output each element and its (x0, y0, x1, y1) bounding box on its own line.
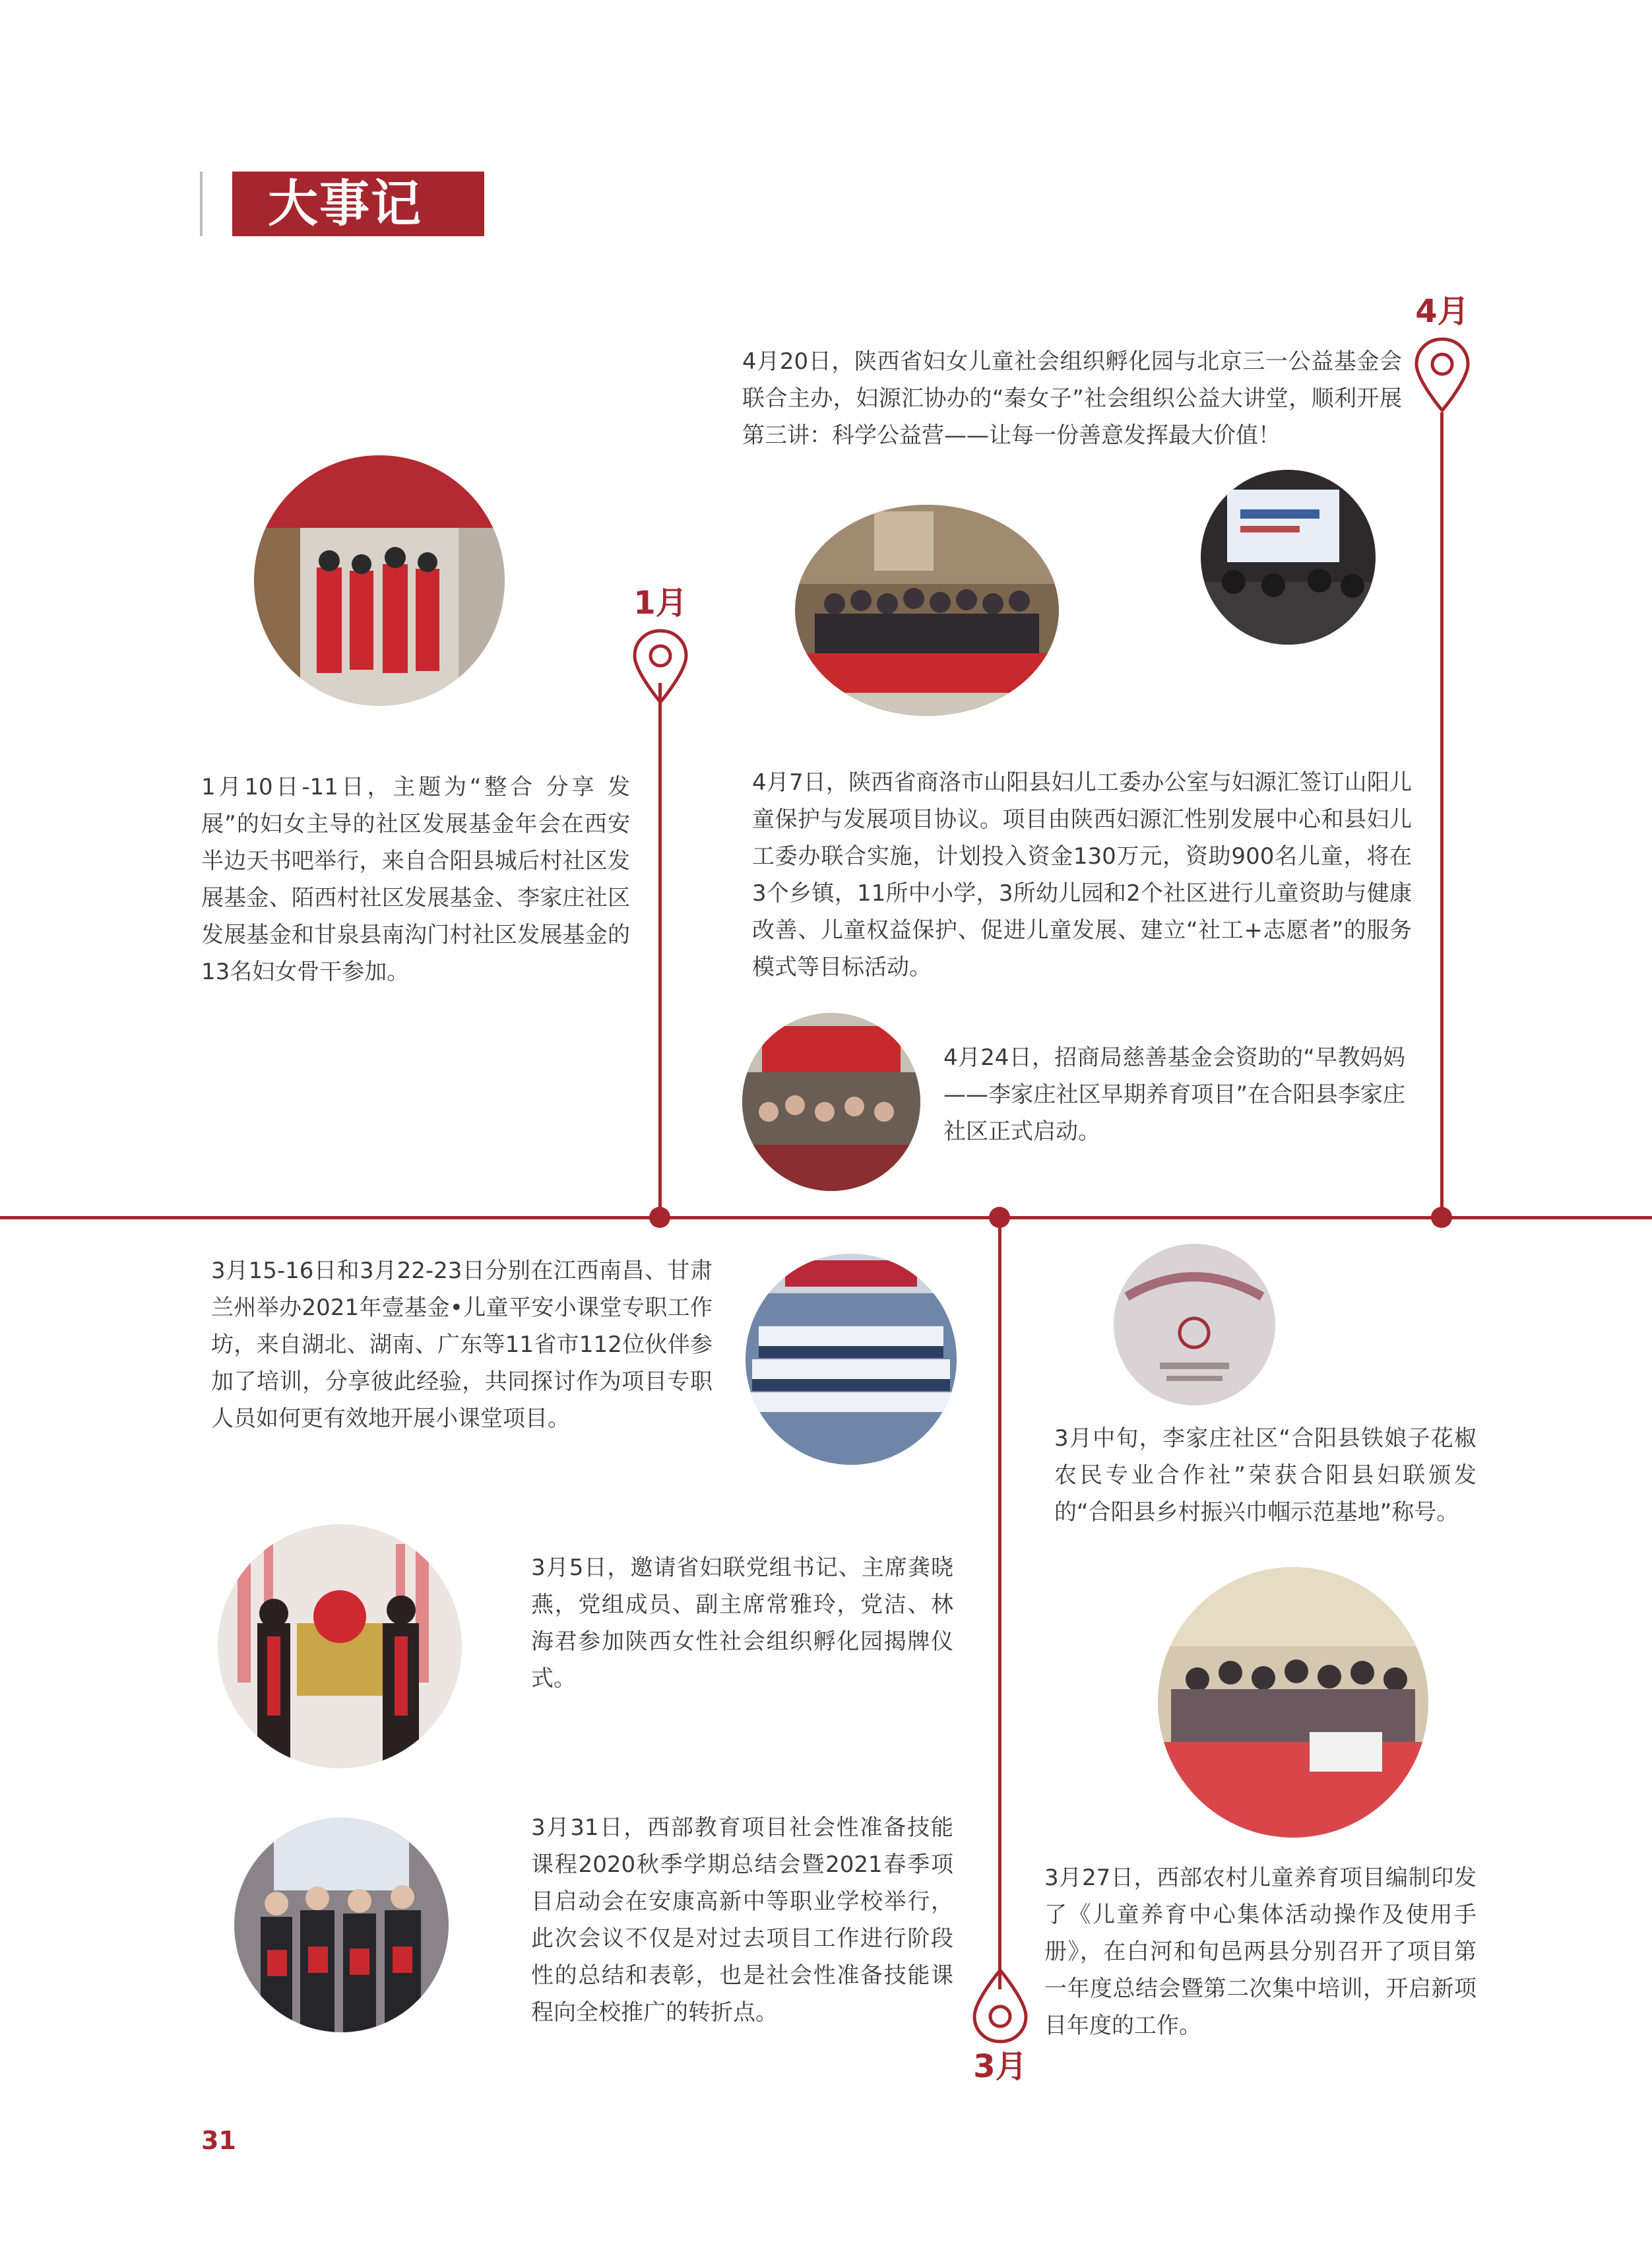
event-photo-apr-7 (795, 505, 1059, 716)
event-text-mar-15: 3月15-16日和3月22-23日分别在江西南昌、甘肃兰州举办2021年壹基金•儿童平安小课堂专职工作坊，来自湖北、湖南、广东等11省市112位伙伴参加了培训，分享彼此经验，共同探讨作为项目专职人员如何更有效地开展小课堂项目。 (211, 1258, 713, 1432)
title-divider (200, 172, 203, 236)
event-photo-mar-15 (746, 1254, 957, 1465)
location-pin-icon (631, 628, 690, 707)
event-photo-mar-31 (234, 1818, 449, 2032)
event-photo-apr-20 (1201, 470, 1376, 645)
timeline-node-mar (989, 1207, 1010, 1228)
month-label-apr: 4月 (1415, 293, 1469, 330)
event-text-mar-mid: 3月中旬，李家庄社区“合阳县铁娘子花椒农民专业合作社”荣获合阳县妇联颁发的“合阳县乡村振兴巾帼示范基地”称号。 (1054, 1425, 1477, 1526)
event-photo-jan-10 (254, 455, 505, 706)
timeline-apr-stem (1440, 412, 1444, 1217)
location-pin-icon (1413, 337, 1472, 416)
event-text-mar-5: 3月5日，邀请省妇联党组书记、主席龚晓燕，党组成员、副主席常雅玲，党洁、林海君参加陕西女性社会组织孵化园揭牌仪式。 (531, 1555, 953, 1692)
event-text-apr-20: 4月20日，陕西省妇女儿童社会组织孵化园与北京三一公益基金会联合主办，妇源汇协办的“秦女子”社会组织公益大讲堂，顺利开展第三讲：科学公益营——让每一份善意发挥最大价值！ (742, 348, 1402, 449)
month-label-jan: 1月 (633, 585, 687, 622)
event-text-apr-7: 4月7日，陕西省商洛市山阳县妇儿工委办公室与妇源汇签订山阳儿童保护与发展项目协议。项目由陕西妇源汇性别发展中心和县妇儿工委办联合实施，计划投入资金130万元，资助900名儿童，将在3个乡镇，11所中小学，3所幼儿园和2个社区进行儿童资助与健康改善、儿童权益保护、促进儿童发展、建立“社工+志愿者”的服务模式等目标活动。 (752, 769, 1412, 981)
event-photo-apr-24 (742, 1013, 920, 1191)
event-text-mar-31: 3月31日，西部教育项目社会性准备技能课程2020秋季学期总结会暨2021春季项目启动会在安康高新中等职业学校举行，此次会议不仅是对过去项目工作进行阶段性的总结和表彰，也是社会性准备技能课程向全校推广的转折点。 (531, 1815, 953, 2026)
event-text-apr-24: 4月24日，招商局慈善基金会资助的“早教妈妈——李家庄社区早期养育项目”在合阳县李家庄社区正式启动。 (943, 1045, 1405, 1145)
location-pin-icon (970, 1965, 1030, 2044)
page-number: 31 (201, 2126, 236, 2155)
event-text-mar-27: 3月27日，西部农村儿童养育项目编制印发了《儿童养育中心集体活动操作及使用手册》，在白河和旬邑两县分别召开了项目第一年度总结会暨第二次集中培训，开启新项目年度的工作。 (1044, 1865, 1477, 2039)
timeline-node-apr (1431, 1207, 1452, 1228)
event-photo-mar-27 (1158, 1567, 1428, 1838)
timeline-mar-stem (998, 1217, 1001, 1989)
timeline-node-jan (649, 1207, 670, 1228)
event-photo-mar-5 (218, 1524, 462, 1768)
timeline-horizontal-line (0, 1216, 1652, 1219)
event-text-jan-10: 1月10日-11日，主题为“整合 分享 发展”的妇女主导的社区发展基金年会在西安半边天书吧举行，来自合阳县城后村社区发展基金、陌西村社区发展基金、李家庄社区发展基金和甘泉县南沟门村社区发展基金的13名妇女骨干参加。 (201, 774, 630, 985)
page-title: 大事记 (232, 172, 484, 236)
month-label-mar: 3月 (973, 2048, 1027, 2085)
event-photo-mar-mid (1114, 1244, 1275, 1405)
timeline-jan-stem (658, 683, 662, 1217)
